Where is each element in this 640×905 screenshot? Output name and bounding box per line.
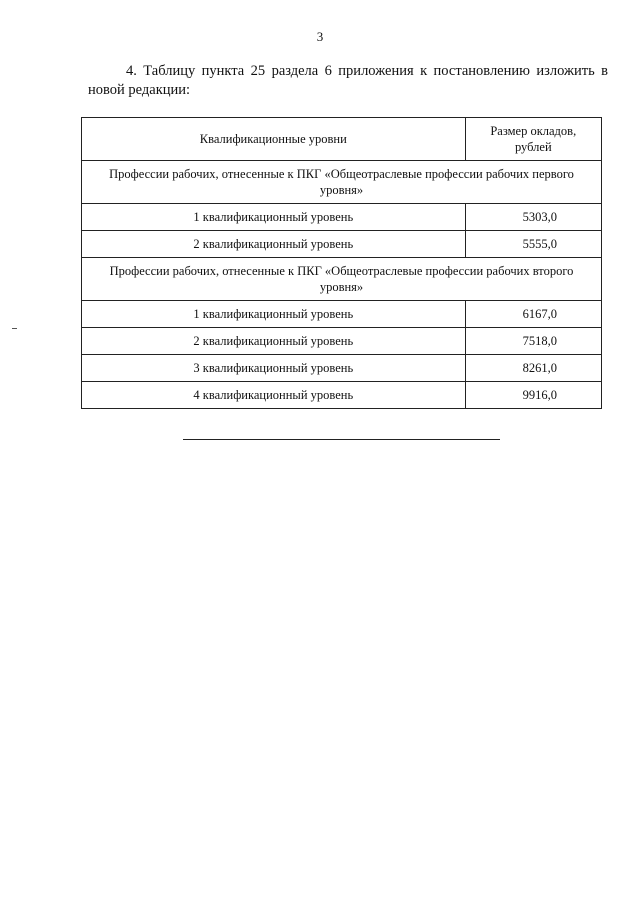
end-separator-line [183, 439, 500, 440]
level-cell: 4 квалификационный уровень [82, 382, 466, 409]
header-qualification-levels: Квалификационные уровни [82, 118, 466, 161]
margin-mark [12, 328, 17, 329]
table-row [82, 301, 602, 328]
table-row [82, 328, 602, 355]
salary-cell: 9916,0 [465, 382, 601, 409]
salary-cell: 8261,0 [465, 355, 601, 382]
group-title: Профессии рабочих, отнесенные к ПКГ «Общеотраслевые профессии рабочих первого уровня» [82, 161, 602, 204]
level-cell: 2 квалификационный уровень [82, 231, 466, 258]
level-cell: 1 квалификационный уровень [82, 204, 466, 231]
salary-cell: 7518,0 [465, 328, 601, 355]
salary-table [81, 117, 602, 409]
salary-cell: 6167,0 [465, 301, 601, 328]
level-cell: 2 квалификационный уровень [82, 328, 466, 355]
group-title: Профессии рабочих, отнесенные к ПКГ «Общеотраслевые профессии рабочих второго уровня» [82, 258, 602, 301]
level-cell: 1 квалификационный уровень [82, 301, 466, 328]
group-row-second-level [82, 258, 602, 301]
salary-cell: 5303,0 [465, 204, 601, 231]
table-row [82, 231, 602, 258]
level-cell: 3 квалификационный уровень [82, 355, 466, 382]
salary-cell: 5555,0 [465, 231, 601, 258]
intro-paragraph: 4. Таблицу пункта 25 раздела 6 приложения к постановлению изложить в новой редакции: [88, 63, 608, 98]
page-number: 3 [316, 29, 324, 44]
header-salary-size: Размер окладов, рублей [465, 118, 601, 161]
table-header-row [82, 118, 602, 161]
table-row [82, 355, 602, 382]
group-row-first-level [82, 161, 602, 204]
table-row [82, 382, 602, 409]
table-row [82, 204, 602, 231]
